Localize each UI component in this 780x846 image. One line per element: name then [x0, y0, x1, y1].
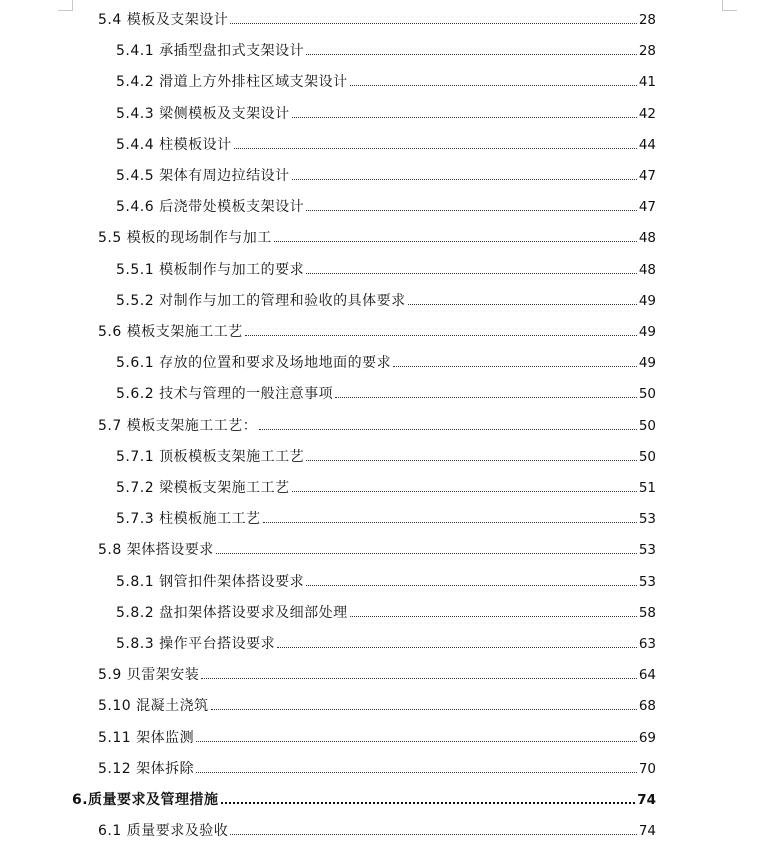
toc-entry-page-number: 64	[638, 667, 656, 684]
toc-dot-leader	[350, 615, 637, 617]
toc-dot-leader	[211, 708, 637, 710]
toc-entry-title: 5.9 贝雷架安装	[98, 667, 200, 684]
toc-entry-title: 5.7 模板支架施工工艺：	[98, 417, 258, 434]
toc-dot-leader	[221, 801, 636, 804]
toc-entry[interactable]	[116, 164, 656, 188]
toc-entry-page-number: 50	[638, 386, 656, 403]
toc-entry-page-number: 42	[638, 105, 656, 122]
toc-entry-page-number: 49	[638, 324, 656, 340]
toc-dot-leader	[306, 584, 637, 586]
toc-entry-title: 5.6.1 存放的位置和要求及场地地面的要求	[116, 355, 392, 372]
toc-entry-page-number: 47	[638, 168, 656, 184]
toc-dot-leader	[234, 147, 637, 149]
toc-entry[interactable]	[116, 445, 656, 469]
toc-entry[interactable]	[98, 320, 656, 344]
toc-entry-page-number: 48	[638, 230, 656, 247]
toc-entry-title: 5.4.1 承插型盘扣式支架设计	[116, 43, 305, 60]
toc-dot-leader	[306, 459, 637, 461]
toc-dot-leader	[292, 490, 637, 492]
toc-dot-leader	[259, 428, 637, 430]
toc-entry-page-number: 50	[638, 448, 656, 465]
toc-entry-title: 5.4.5 架体有周边拉结设计	[116, 168, 290, 184]
toc-dot-leader	[245, 334, 637, 336]
toc-entry[interactable]	[98, 757, 656, 781]
toc-dot-leader	[306, 272, 637, 274]
toc-entry-page-number: 53	[638, 573, 656, 590]
toc-entry-page-number: 63	[638, 636, 656, 652]
toc-entry[interactable]	[116, 476, 656, 500]
toc-entry-title: 5.5 模板的现场制作与加工	[98, 230, 272, 247]
toc-entry-page-number: 58	[638, 604, 656, 621]
toc-entry-title: 5.6 模板支架施工工艺	[98, 324, 243, 340]
page-corner-mark-left	[58, 0, 73, 11]
toc-entry[interactable]	[116, 289, 656, 313]
toc-entry[interactable]	[116, 351, 656, 375]
toc-dot-leader	[306, 209, 637, 211]
toc-dot-leader	[216, 552, 637, 554]
toc-entry-page-number: 41	[638, 74, 656, 91]
toc-entry[interactable]	[98, 8, 656, 32]
toc-dot-leader	[274, 240, 637, 242]
toc-entry-page-number: 47	[638, 199, 656, 216]
toc-entry-title: 5.12 架体拆除	[98, 760, 195, 777]
toc-entry[interactable]	[116, 632, 656, 656]
toc-entry-title: 5.5.1 模板制作与加工的要求	[116, 261, 305, 278]
toc-entry-page-number: 74	[638, 823, 656, 840]
toc-entry[interactable]	[98, 726, 656, 750]
toc-dot-leader	[196, 771, 637, 773]
toc-entry-title: 5.4 模板及支架设计	[98, 12, 229, 28]
toc-entry-page-number: 74	[637, 792, 656, 808]
toc-entry-page-number: 44	[638, 136, 656, 153]
toc-entry-page-number: 70	[638, 760, 656, 777]
toc-entry-title: 5.8 架体搭设要求	[98, 542, 214, 559]
toc-entry[interactable]	[72, 788, 656, 812]
toc-entry-page-number: 50	[638, 417, 656, 434]
toc-entry[interactable]	[98, 819, 656, 843]
toc-dot-leader	[292, 116, 637, 118]
toc-entry-page-number: 53	[638, 511, 656, 528]
toc-entry-title: 5.7.1 顶板模板支架施工工艺	[116, 448, 305, 465]
toc-entry[interactable]	[98, 226, 656, 250]
toc-entry[interactable]	[116, 382, 656, 406]
toc-entry[interactable]	[116, 70, 656, 94]
toc-entry-title: 6.1 质量要求及验收	[98, 823, 229, 840]
toc-entry-title: 5.11 架体监测	[98, 729, 195, 746]
toc-entry[interactable]	[116, 601, 656, 625]
toc-entry[interactable]	[116, 570, 656, 594]
toc-entry-title: 5.8.1 钢管扣件架体搭设要求	[116, 573, 305, 590]
toc-dot-leader	[230, 833, 637, 835]
toc-entry-page-number: 49	[638, 292, 656, 309]
toc-dot-leader	[201, 677, 637, 679]
toc-dot-leader	[408, 303, 637, 305]
toc-entry-page-number: 53	[638, 542, 656, 559]
toc-entry-page-number: 48	[638, 261, 656, 278]
toc-entry-title: 6.质量要求及管理措施	[72, 792, 219, 808]
toc-entry[interactable]	[116, 133, 656, 157]
toc-entry-title: 5.4.6 后浇带处模板支架设计	[116, 199, 305, 216]
toc-entry[interactable]	[116, 258, 656, 282]
toc-dot-leader	[393, 365, 637, 367]
toc-dot-leader	[350, 84, 637, 86]
toc-entry-page-number: 51	[638, 480, 656, 496]
toc-dot-leader	[277, 646, 637, 648]
toc-dot-leader	[292, 178, 637, 180]
toc-entry-page-number: 28	[638, 12, 656, 28]
toc-entry[interactable]	[116, 102, 656, 126]
page-corner-mark-right	[722, 0, 737, 11]
toc-entry-page-number: 69	[638, 729, 656, 746]
toc-entry-title: 5.4.3 梁侧模板及支架设计	[116, 105, 290, 122]
toc-entry[interactable]	[98, 414, 656, 438]
toc-entry[interactable]	[116, 39, 656, 63]
toc-entry[interactable]	[98, 663, 656, 687]
toc-entry-title: 5.5.2 对制作与加工的管理和验收的具体要求	[116, 292, 406, 309]
toc-entry-page-number: 68	[638, 698, 656, 715]
toc-entry-title: 5.4.4 柱模板设计	[116, 136, 232, 153]
toc-entry-title: 5.8.3 操作平台搭设要求	[116, 636, 276, 652]
toc-dot-leader	[335, 396, 637, 398]
toc-dot-leader	[306, 53, 637, 55]
toc-entry[interactable]	[98, 694, 656, 718]
toc-dot-leader	[196, 740, 637, 742]
toc-entry-page-number: 49	[638, 355, 656, 372]
toc-entry-page-number: 28	[638, 43, 656, 60]
toc-dot-leader	[230, 22, 637, 24]
toc-entry-title: 5.4.2 滑道上方外排柱区域支架设计	[116, 74, 348, 91]
toc-entry-title: 5.7.2 梁模板支架施工工艺	[116, 480, 290, 496]
toc-entry-title: 5.8.2 盘扣架体搭设要求及细部处理	[116, 604, 348, 621]
toc-entry[interactable]	[116, 195, 656, 219]
toc-entry[interactable]	[98, 538, 656, 562]
toc-dot-leader	[263, 521, 637, 523]
toc-entry-title: 5.6.2 技术与管理的一般注意事项	[116, 386, 334, 403]
toc-entry-title: 5.10 混凝土浇筑	[98, 698, 209, 715]
toc-entry[interactable]	[116, 507, 656, 531]
toc-entry-title: 5.7.3 柱模板施工工艺	[116, 511, 261, 528]
